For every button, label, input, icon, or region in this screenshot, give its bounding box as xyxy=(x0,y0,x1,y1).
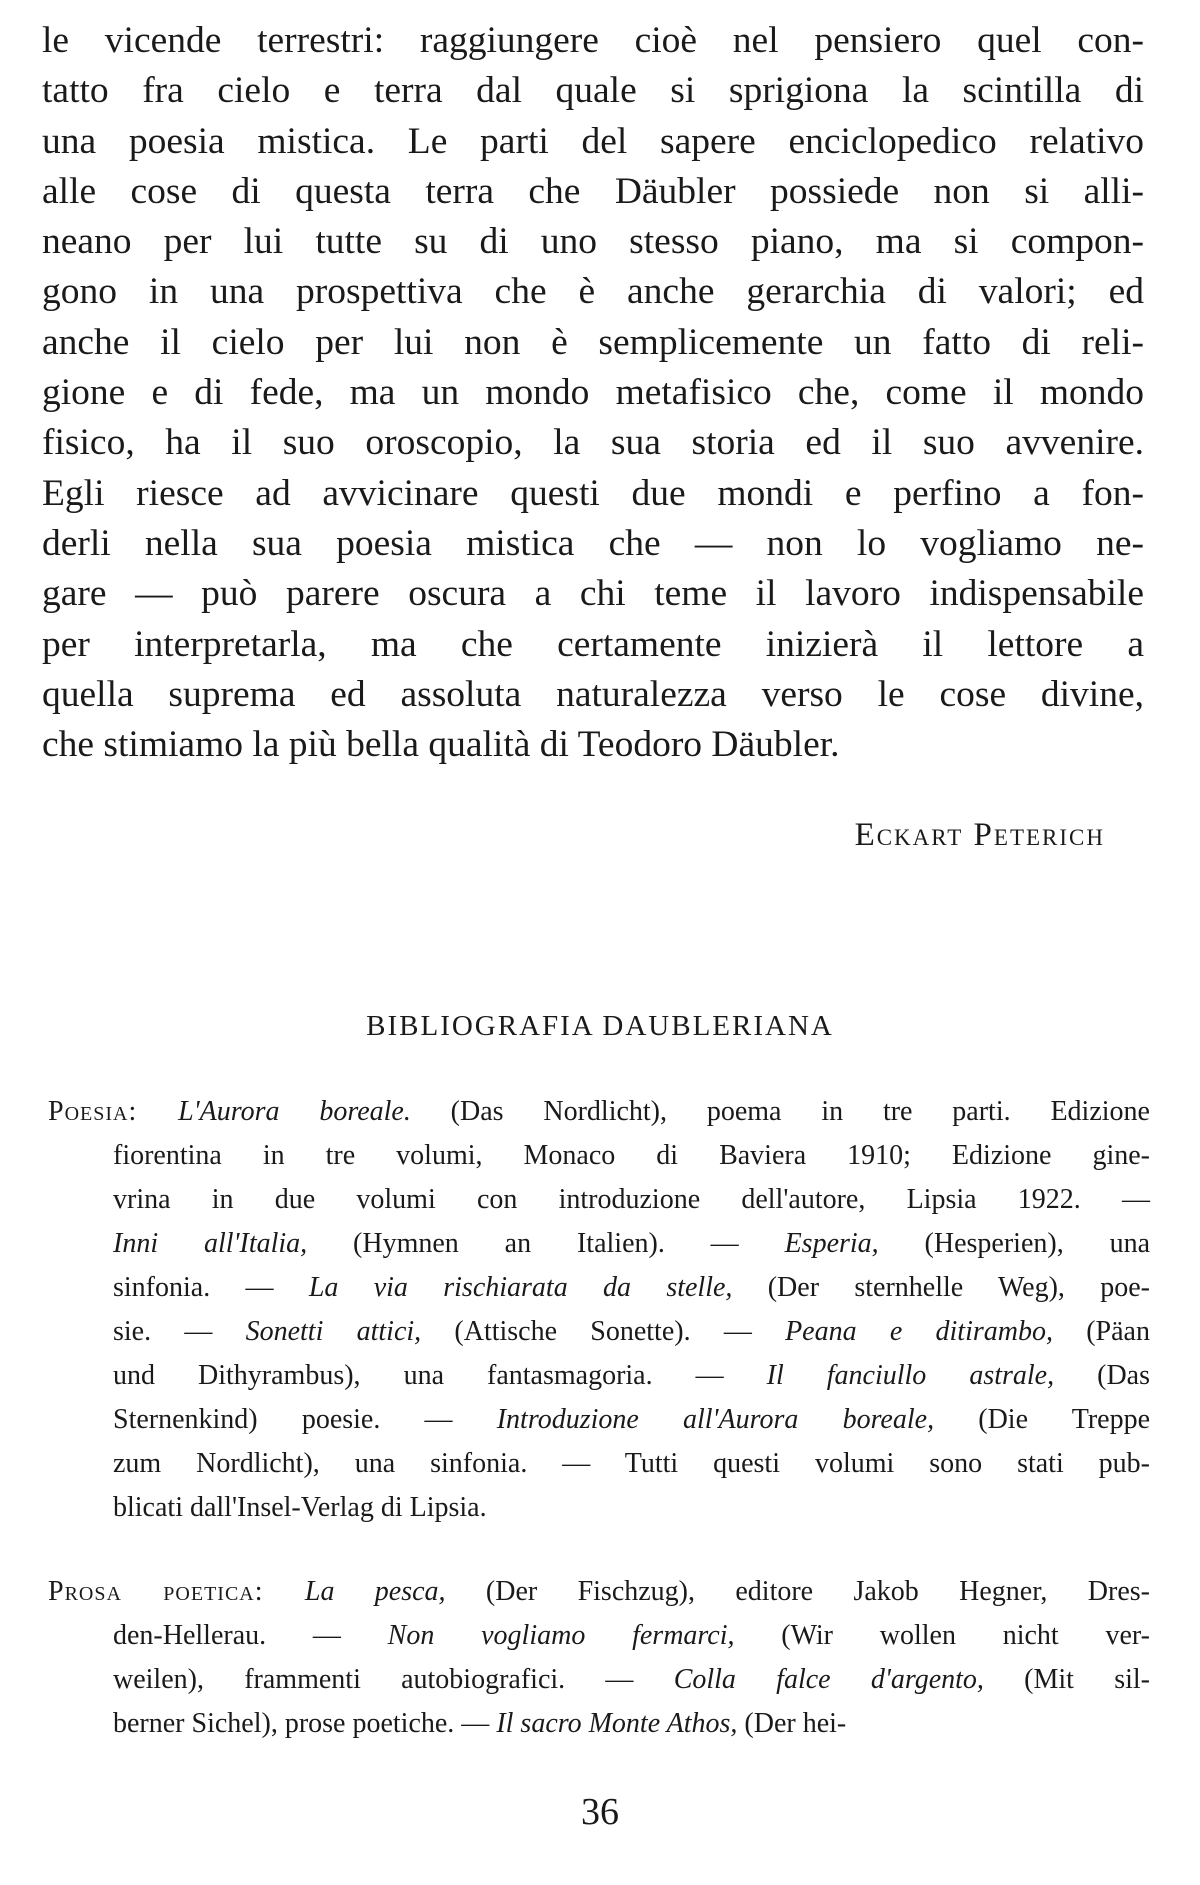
work-title: Il sacro Monte Athos, xyxy=(496,1708,738,1739)
essay-line: gono in una prospettiva che è anche gerarchia di valori; ed xyxy=(42,271,1144,313)
work-title: Esperia, xyxy=(784,1228,879,1259)
bibliography-line xyxy=(48,1398,1150,1442)
work-title: Colla falce d'argento, xyxy=(673,1664,984,1695)
work-title: Sonetti attici, xyxy=(245,1316,422,1347)
bibliography-text: (Mit sil- xyxy=(983,1664,1151,1695)
bibliography-text: weilen), frammenti autobiografici. — xyxy=(113,1664,674,1695)
essay-line: neano per lui tutte su di uno stesso piano, ma si compon- xyxy=(42,221,1144,263)
essay-text xyxy=(42,16,1144,770)
bibliography-line xyxy=(48,1702,1150,1746)
bibliography-text: sie. — xyxy=(113,1316,246,1347)
bibliography-text: sinfonia. — xyxy=(113,1272,309,1303)
bibliography-text: (Der Fischzug), editore Jakob Hegner, Dres- xyxy=(445,1576,1150,1607)
bibliography-title: BIBLIOGRAFIA DAUBLERIANA xyxy=(366,1010,834,1042)
essay-line: anche il cielo per lui non è semplicemente un fatto di reli- xyxy=(42,321,1144,363)
bibliography-line xyxy=(48,1658,1150,1702)
bibliography-line xyxy=(48,1090,1150,1134)
work-title: Introduzione all'Aurora boreale, xyxy=(496,1404,935,1435)
bibliography-text: und Dithyrambus), una fantasmagoria. — xyxy=(113,1360,767,1391)
essay-line: che stimiamo la più bella qualità di Teodoro Däubler. xyxy=(42,724,840,766)
work-title: La via rischiarata da stelle, xyxy=(308,1272,733,1303)
bibliography-text: (Hesperien), una xyxy=(878,1228,1150,1259)
page-number: 36 xyxy=(581,1791,619,1833)
bibliography-text: (Wir wollen nicht ver- xyxy=(734,1620,1150,1651)
essay-line: per interpretarla, ma che certamente inizierà il lettore a xyxy=(42,623,1144,665)
essay-line: alle cose di questa terra che Däubler possiede non si alli- xyxy=(42,170,1144,212)
work-title: La pesca, xyxy=(304,1576,446,1607)
bibliography-line xyxy=(48,1354,1150,1398)
bibliography-text: (Päan xyxy=(1052,1316,1150,1347)
work-title: Il fanciullo astrale, xyxy=(766,1360,1055,1391)
work-title: Inni all'Italia, xyxy=(113,1228,308,1259)
essay-line: le vicende terrestri: raggiungere cioè nel pensiero quel con- xyxy=(42,20,1144,61)
bibliography-entry-prosa-poetica xyxy=(48,1570,1150,1746)
bibliography-line xyxy=(48,1570,1150,1614)
bibliography-text: (Die Treppe xyxy=(934,1404,1150,1435)
essay-line: Egli riesce ad avvicinare questi due mondi e perfino a fon- xyxy=(42,472,1144,514)
bibliography-line xyxy=(48,1178,1150,1222)
bibliography-line xyxy=(48,1442,1150,1486)
bibliography-line xyxy=(48,1310,1150,1354)
essay-line: tatto fra cielo e terra dal quale si sprigiona la scintilla di xyxy=(42,70,1144,112)
bibliography-text: (Das Nordlicht), poema in tre parti. Edizione xyxy=(410,1096,1150,1127)
work-title: L'Aurora boreale. xyxy=(178,1096,411,1127)
essay-line: gione e di fede, ma un mondo metafisico che, come il mondo xyxy=(42,372,1144,414)
bibliography-text: Sternenkind) poesie. — xyxy=(113,1404,497,1435)
bibliography-line xyxy=(48,1486,1150,1530)
bibliography-entry-poesia xyxy=(48,1090,1150,1530)
bibliography-text: berner Sichel), prose poetiche. — xyxy=(113,1708,497,1739)
bibliography-line xyxy=(48,1614,1150,1658)
essay-line: derli nella sua poesia mistica che — non lo vogliamo ne- xyxy=(42,522,1144,564)
bibliography-text: (Hymnen an Italien). — xyxy=(307,1228,785,1259)
bibliography-text: fiorentina in tre volumi, Monaco di Baviera 1910; Edizione gine- xyxy=(113,1140,1150,1171)
bibliography-line xyxy=(48,1222,1150,1266)
essay-line: fisico, ha il suo oroscopio, la sua storia ed il suo avvenire. xyxy=(42,422,1144,464)
bibliography-text: (Attische Sonette). — xyxy=(421,1316,786,1347)
bibliography-text: zum Nordlicht), una sinfonia. — Tutti questi volumi sono stati pub- xyxy=(113,1448,1150,1479)
bibliography-text: vrina in due volumi con introduzione dell'autore, Lipsia 1922. — xyxy=(113,1184,1150,1215)
essay-line: quella suprema ed assoluta naturalezza verso le cose divine, xyxy=(42,673,1144,715)
bibliography-section-heading: Prosa poetica: xyxy=(48,1576,305,1607)
work-title: Non vogliamo fermarci, xyxy=(387,1620,735,1651)
bibliography-text: blicati dall'Insel-Verlag di Lipsia. xyxy=(113,1492,487,1523)
bibliography-text: den-Hellerau. — xyxy=(113,1620,388,1651)
author-signature: Eckart Peterich xyxy=(854,817,1105,853)
bibliography-line xyxy=(48,1266,1150,1310)
bibliography-line xyxy=(48,1134,1150,1178)
work-title: Peana e ditirambo, xyxy=(785,1316,1053,1347)
bibliography-section-heading: Poesia: xyxy=(48,1096,179,1127)
bibliography-text: (Der hei- xyxy=(737,1708,847,1739)
bibliography-text: (Der sternhelle Weg), poe- xyxy=(732,1272,1150,1303)
essay-line: gare — può parere oscura a chi teme il lavoro indispensabile xyxy=(42,573,1144,615)
bibliography-text: (Das xyxy=(1054,1360,1150,1391)
essay-line: una poesia mistica. Le parti del sapere enciclopedico relativo xyxy=(42,120,1144,162)
